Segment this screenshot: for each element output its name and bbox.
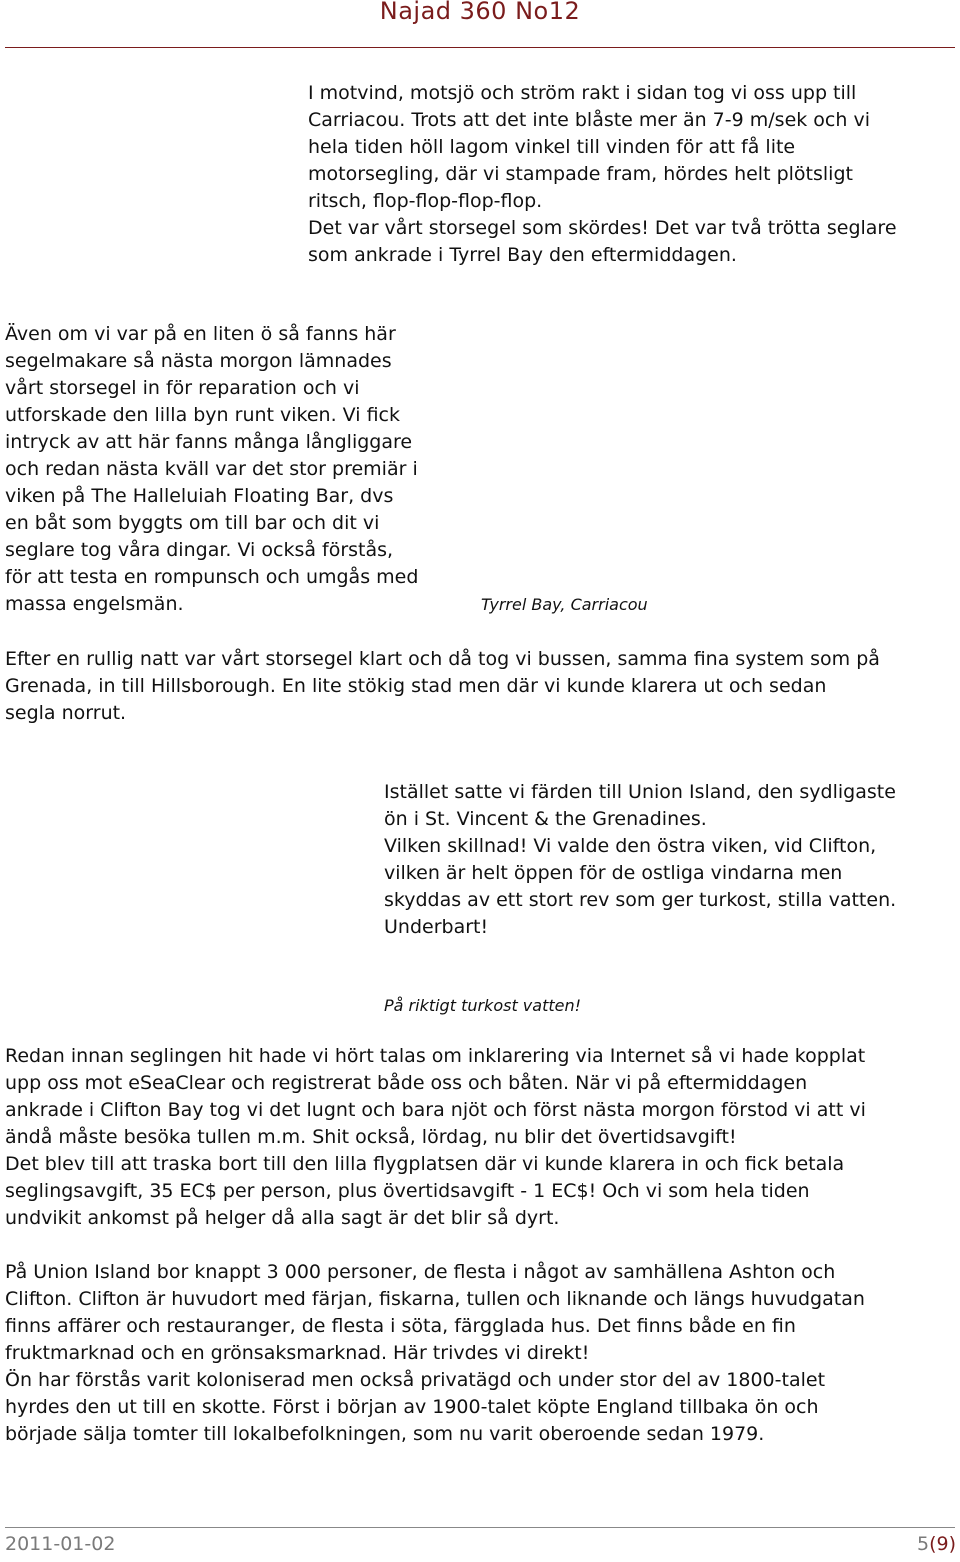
text-line: en båt som byggts om till bar och dit vi	[5, 512, 380, 534]
text-line: Ön har förstås varit koloniserad men också privatägd och under stor del av 1800-talet	[5, 1369, 826, 1391]
text-line: Carriacou. Trots att det inte blåste mer än 7-9 m/sek och vi	[308, 109, 870, 131]
paragraph-carriacou-arrival	[308, 80, 960, 269]
page-header-title: Najad 360 No12	[379, 0, 581, 25]
footer-divider	[5, 1527, 955, 1528]
paragraph-island-history	[5, 1259, 960, 1448]
text-line: hyrdes den ut till en skotte. Först i början av 1900-talet köpte England tillbaka ön och	[5, 1396, 819, 1418]
text-line: ankrade i Clifton Bay tog vi det lugnt och bara njöt och först nästa morgon förstod vi att vi	[5, 1099, 866, 1121]
text-line: intryck av att här fanns många långliggare	[5, 431, 413, 453]
text-line: undvikit ankomst på helger då alla sagt är det blir så dyrt.	[5, 1207, 560, 1229]
image-caption-tyrrel-bay: Tyrrel Bay, Carriacou	[481, 595, 648, 614]
text-line: Grenada, in till Hillsborough. En lite stökig stad men där vi kunde klarera ut och sedan	[5, 675, 827, 697]
text-line: ritsch, flop-flop-flop-flop.	[308, 190, 543, 212]
text-line: seglingsavgift, 35 EC$ per person, plus övertidsavgift - 1 EC$! Och vi som hela tiden	[5, 1180, 810, 1202]
paragraph-union-island	[384, 779, 960, 941]
text-line: I motvind, motsjö och ström rakt i sidan tog vi oss upp till	[308, 82, 857, 104]
text-line: Istället satte vi färden till Union Island, den sydligaste	[384, 781, 896, 803]
text-line: började sälja tomter till lokalbefolkningen, som nu varit oberoende sedan 1979.	[5, 1423, 765, 1445]
page-total: (9)	[929, 1533, 956, 1555]
text-line: fruktmarknad och en grönsaksmarknad. Här trivdes vi direkt!	[5, 1342, 590, 1364]
text-line: och redan nästa kväll var det stor premiär i	[5, 458, 418, 480]
text-line: vårt storsegel in för reparation och vi	[5, 377, 360, 399]
paragraph-clearance	[5, 1043, 960, 1232]
text-line: skyddas av ett stort rev som ger turkost, stilla vatten.	[384, 889, 897, 911]
header-divider	[5, 47, 955, 48]
text-line: vilken är helt öppen för de ostliga vindarna men	[384, 862, 843, 884]
image-caption-turquoise-water: På riktigt turkost vatten!	[384, 996, 582, 1015]
text-line: utforskade den lilla byn runt viken. Vi fick	[5, 404, 400, 426]
text-line: seglare tog våra dingar. Vi också förstås,	[5, 539, 394, 561]
text-line: ön i St. Vincent & the Grenadines.	[384, 808, 707, 830]
text-line: hela tiden höll lagom vinkel till vinden för att få lite	[308, 136, 796, 158]
text-line: segla norrut.	[5, 702, 127, 724]
text-line: Underbart!	[384, 916, 489, 938]
text-line: Det var vårt storsegel som skördes! Det var två trötta seglare	[308, 217, 897, 239]
text-line: Även om vi var på en liten ö så fanns här	[5, 323, 396, 345]
text-line: segelmakare så nästa morgon lämnades	[5, 350, 392, 372]
paragraph-hillsborough	[5, 646, 960, 727]
text-line: Vilken skillnad! Vi valde den östra viken, vid Clifton,	[384, 835, 877, 857]
text-line: Redan innan seglingen hit hade vi hört talas om inklarering via Internet så vi hade kopplat	[5, 1045, 866, 1067]
text-line: Det blev till att traska bort till den lilla flygplatsen där vi kunde klarera in och fick betala	[5, 1153, 845, 1175]
text-line: Efter en rullig natt var vårt storsegel klart och då tog vi bussen, samma fina system som på	[5, 648, 880, 670]
text-line: viken på The Halleluiah Floating Bar, dvs	[5, 485, 394, 507]
footer-page-number	[917, 1533, 956, 1555]
text-line: för att testa en rompunsch och umgås med	[5, 566, 419, 588]
footer-date: 2011-01-02	[5, 1533, 116, 1555]
text-line: finns affärer och restauranger, de flesta i söta, färgglada hus. Det finns både en fin	[5, 1315, 796, 1337]
paragraph-sailmaker	[5, 321, 465, 618]
text-line: upp oss mot eSeaClear och registrerat både oss och båten. När vi på eftermiddagen	[5, 1072, 808, 1094]
text-line: massa engelsmän.	[5, 593, 184, 615]
text-line: Clifton. Clifton är huvudort med färjan, fiskarna, tullen och liknande och längs huvudgatan	[5, 1288, 865, 1310]
text-line: som ankrade i Tyrrel Bay den eftermiddagen.	[308, 244, 737, 266]
text-line: ändå måste besöka tullen m.m. Shit också, lördag, nu blir det övertidsavgift!	[5, 1126, 737, 1148]
page-current: 5	[916, 1533, 930, 1555]
text-line: motorsegling, där vi stampade fram, hördes helt plötsligt	[308, 163, 853, 185]
text-line: På Union Island bor knappt 3 000 personer, de flesta i något av samhällena Ashton och	[5, 1261, 836, 1283]
